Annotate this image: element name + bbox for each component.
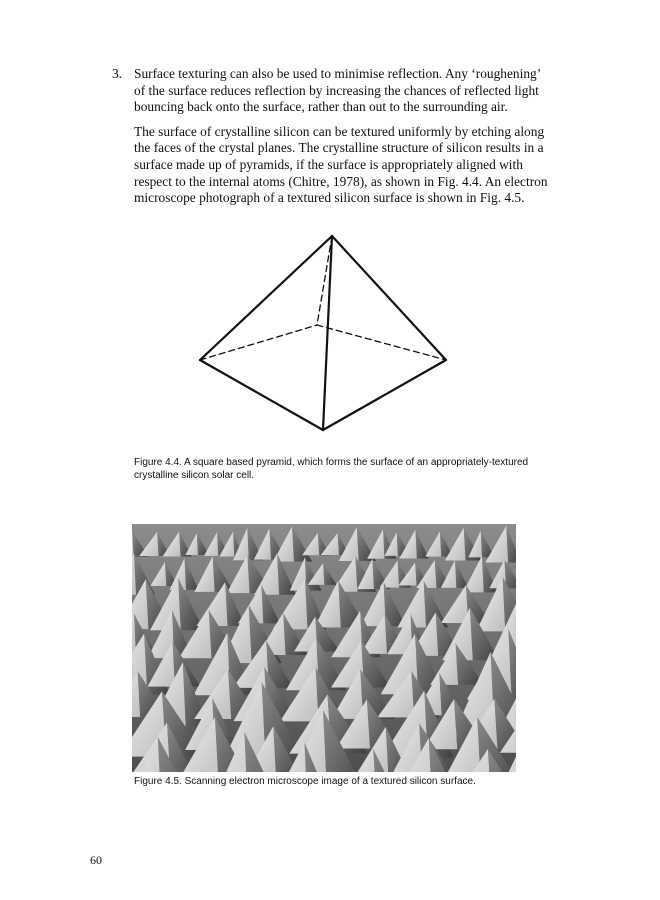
paragraph-roughening: Surface texturing can also be used to minimise reflection. Any ‘roughening’ of the surface reduces reflection by increasing the chances of reflected light bouncing back onto the surface, rather than out to the surrounding air. bbox=[134, 66, 541, 115]
sem-photo-textured-silicon bbox=[132, 524, 516, 772]
visible-edge bbox=[200, 360, 323, 430]
visible-edge bbox=[332, 236, 446, 360]
visible-edge bbox=[200, 236, 332, 360]
list-item-3 bbox=[112, 66, 552, 215]
visible-edge bbox=[323, 360, 446, 430]
visible-edge bbox=[323, 236, 332, 430]
list-number: 3. bbox=[112, 66, 123, 81]
hidden-edge bbox=[317, 325, 446, 360]
pyramid-diagram bbox=[172, 214, 472, 454]
paragraph-crystalline-silicon: The surface of crystalline silicon can be textured uniformly by etching along the faces of the crystal planes. The crystalline structure of silicon results in a surface made up of pyramids, if the surface is appropriately aligned with respect to the internal atoms (Chitre, 1978), as shown in Fig. 4.4. An electron microscope photograph of a textured silicon surface is shown in Fig. 4.5. bbox=[134, 123, 548, 206]
figure-4-5-caption: Figure 4.5. Scanning electron microscope image of a textured silicon surface. bbox=[134, 776, 476, 787]
page-number: 60 bbox=[90, 853, 102, 867]
figure-4-4-caption: Figure 4.4. A square based pyramid, which forms the surface of an appropriately-textured crystalline silicon solar cell. bbox=[134, 457, 529, 481]
list-body bbox=[134, 66, 552, 207]
